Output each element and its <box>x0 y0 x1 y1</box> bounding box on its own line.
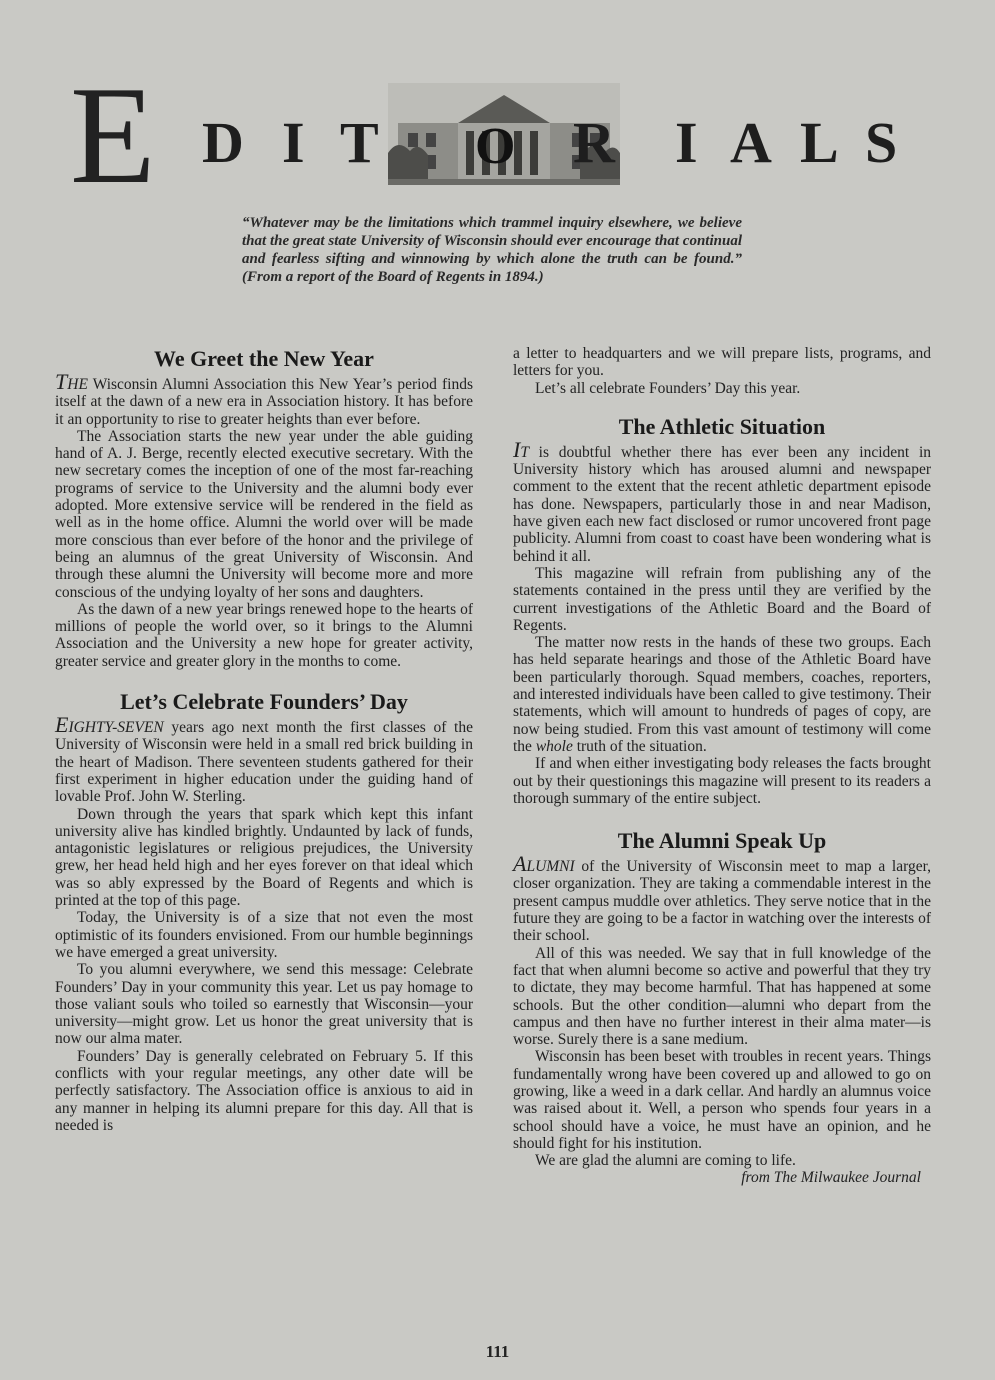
founders-paragraph-1: EIGHTY-SEVEN years ago next month the first classes of the University of Wisconsin were held in a small red brick building in the heart of Madison. There seventeen students gathered for their first experiment in higher education under the guiding hand of lovable Prof. John W. Sterling. <box>55 712 473 806</box>
alumni-heading: The Alumni Speak Up <box>617 828 827 854</box>
regents-quote <box>242 214 742 286</box>
banner-letter-i: I <box>282 110 305 175</box>
editorials-banner <box>70 58 920 213</box>
page-number: 111 <box>485 1342 510 1361</box>
alumni-paragraph-1: ALUMNI of the University of Wisconsin meet to map a larger, closer organization. They are taking a commendable interest in the present campus muddle over athletics. They serve notice that in the future they are going to be a factor in watching over the interests of their school. <box>513 851 931 945</box>
right-column <box>513 345 931 1187</box>
greet-heading: We Greet the New Year <box>154 346 374 371</box>
alumni-paragraph-3: Wisconsin has been beset with troubles in recent years. Things fundamentally wrong have been covered up and allowed to go on growing, like a weed in a dark cellar. And hardly an alumnus voice was raised about it. Well, a person who spends four years in a school should have a voice, he must have an opinion, and he should fight for his institution. <box>513 1048 931 1152</box>
banner-letter-l: L <box>800 110 839 175</box>
banner-letter-s: S <box>865 110 898 175</box>
banner-letter-e: E <box>70 58 156 213</box>
athletic-paragraph-2: This magazine will refrain from publishing any of the statements contained in the press until they are verified by the current investigations of the Athletic Board and the Board of Regents. <box>513 564 931 634</box>
founders-paragraph-4: To you alumni everywhere, we send this message: Celebrate Founders’ Day in your community this year. Let us pay homage to those valiant souls who toiled so earnestly that Wisconsin—your university—might grow. Let us honor the great university that is now our alma mater. <box>55 961 473 1048</box>
banner-letter-t: T <box>340 110 379 175</box>
greet-paragraph-2: The Association starts the new year under the able guiding hand of A. J. Berge, recently elected executive secretary. With the new secretary comes the inception of one of the most far-reaching programs of service to the University and the alumni body ever adopted. More extensive service will be rendered in the field as well as in the home office. Alumni the world over will be made more conscious than ever before of the honor and the privilege of being an alumnus of the great University of Wisconsin. And through these alumni the University will become more and more conscious of the undying loyalty of her sons and daughters. <box>55 427 473 601</box>
drop-cap: A <box>513 851 527 877</box>
greet-paragraph-1: THE Wisconsin Alumni Association this New Year’s period finds itself at the dawn of a new era in Association history. It has before it an opportunity to rise to greater heights than ever before. <box>55 369 473 428</box>
founders-paragraph-2: Down through the years that spark which kept this infant university alive has kindled brightly. Undaunted by lack of funds, antagonistic legislatures or religious prejudices, the University grew, her head held high and her eyes forever on that ideal which was so ably expressed by the Board of Regents and which is printed at the top of this page. <box>55 805 473 910</box>
alumni-paragraph-2: All of this was needed. We say that in full knowledge of the fact that when alumni become so active and powerful that they try to dictate, they may become harmful. That has happened at some schools. But the other condition—alumni who depart from the campus and then have no further interest in their alma mater—is worse. Surely there is a sane medium. <box>513 944 931 1049</box>
athletic-paragraph-1: IT is doubtful whether there has ever been any incident in University history which has aroused alumni and newspaper comment to the extent that the recent athletic department episode has done. Newspapers, particularly those in and near Madison, have given each new fact disclosed or rumor uncovered front page publicity. Alumni from coast to coast have been wondering what is behind it all. <box>513 436 931 565</box>
drop-cap: T <box>55 369 68 394</box>
founders-paragraph-3: Today, the University is of a size that not even the most optimistic of its founders envisioned. From our humble beginnings we have emerged a great university. <box>55 909 473 961</box>
quote-text: “Whatever may be the limitations which trammel inquiry elsewhere, we believe that the great state University of Wisconsin should ever encourage that continual and fearless sifting and winnowing by which alone the truth can be found.” (From a report of the Board of Regents in 1894.) <box>242 215 742 285</box>
founders-continued: a letter to headquarters and we will prepare lists, programs, and letters for you. <box>513 345 931 380</box>
source-credit: from The Milwaukee Journal <box>741 1169 921 1187</box>
founders-last-line: Let’s all celebrate Founders’ Day this year. <box>535 379 801 397</box>
athletic-heading: The Athletic Situation <box>618 413 826 439</box>
alumni-paragraph-4: We are glad the alumni are coming to life. <box>535 1152 796 1170</box>
drop-cap: E <box>55 712 69 738</box>
banner-letter-r: R <box>573 110 615 175</box>
greet-paragraph-3: As the dawn of a new year brings renewed hope to the hearts of millions of people the world over, so it brings to the Alumni Association and the University a new hope for greater activity, greater service and greater glory in the months to come. <box>55 600 473 670</box>
banner-letter-i2: I <box>675 110 698 175</box>
banner-letter-d: D <box>202 110 244 175</box>
drop-cap: I <box>513 436 521 462</box>
left-column <box>55 345 473 1134</box>
founders-paragraph-5: Founders’ Day is generally celebrated on February 5. If this conflicts with your regular meetings, any other date will be perfectly satisfactory. The Association office is anxious to aid in any manner in helping its alumni prepare for this day. All that is needed is <box>55 1047 473 1134</box>
athletic-paragraph-4: If and when either investigating body releases the facts brought out by their questionings this magazine will present to its readers a thorough summary of the entire subject. <box>513 755 931 807</box>
banner-letter-o: O <box>475 118 516 175</box>
founders-heading: Let’s Celebrate Founders’ Day <box>120 689 408 715</box>
banner-letter-a: A <box>730 110 772 175</box>
athletic-paragraph-3: The matter now rests in the hands of these two groups. Each has held separate hearings and those of the Athletic Board have been particularly thorough. Squad members, coaches, reporters, and interested individuals have been called to give testimony. Their statements, which will amount to hundreds of pages of copy, are now being studied. From this vast amount of testimony will come the whole truth of the situation. <box>513 634 931 755</box>
